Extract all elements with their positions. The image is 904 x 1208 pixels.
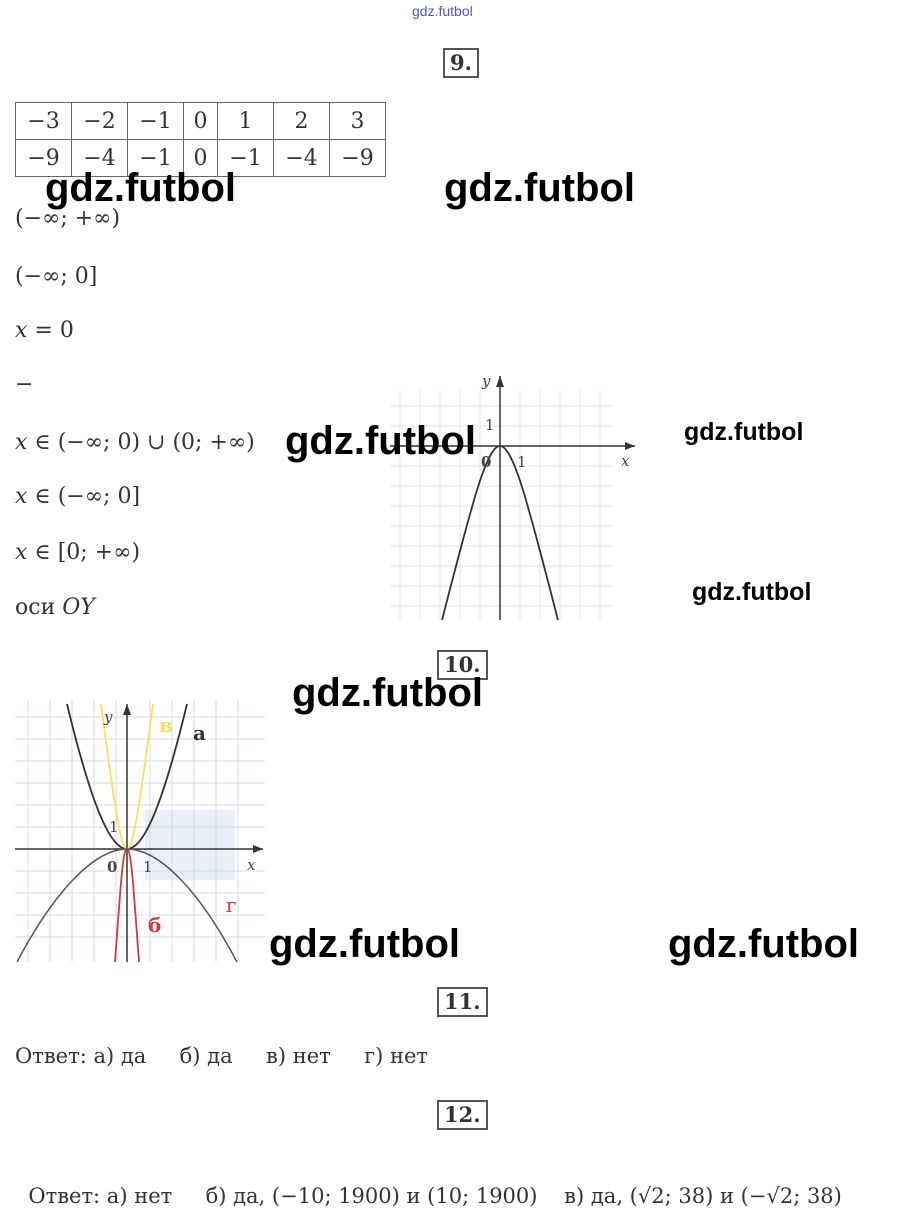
symmetry-word: оси (15, 595, 63, 620)
watermark: gdz.futbol (668, 922, 860, 966)
task-12-number: 12. (437, 1100, 488, 1130)
increasing-line (15, 484, 140, 509)
table-cell: 1 (218, 103, 274, 140)
decreasing-line (15, 540, 140, 565)
domain-line: (−∞; +∞) (15, 206, 121, 231)
table-cell: −2 (72, 103, 128, 140)
answer-start: Ответ: а) нет б) да, (−10; 1900) и (10; 1900) в) да, ( (28, 1184, 638, 1208)
variable-x: x (15, 430, 28, 455)
x-axis-label: x (247, 856, 256, 874)
negative-line (15, 430, 255, 455)
label-a: а (193, 721, 206, 745)
table-cell: −4 (72, 140, 128, 177)
table-cell: −1 (218, 140, 274, 177)
decreasing-set: ∈ [0; +∞) (27, 540, 141, 565)
table-row (16, 103, 386, 140)
table-cell: −1 (128, 140, 184, 177)
y-axis-arrow-icon (123, 704, 131, 715)
watermark: gdz.futbol (269, 922, 461, 966)
table-cell: −1 (128, 103, 184, 140)
y-axis-label: y (104, 708, 113, 726)
symmetry-line (15, 595, 95, 620)
x-axis-arrow-icon (253, 845, 263, 853)
y-tick-1: 1 (485, 416, 495, 434)
task-10-number: 10. (437, 650, 488, 680)
sqrt-icon: √ (637, 1184, 652, 1208)
zero-line (15, 318, 74, 343)
dash-line: − (15, 372, 34, 397)
table-cell: −3 (16, 103, 72, 140)
answer-mid: 2; 38) и (− (651, 1184, 767, 1208)
table-cell: 0 (184, 103, 218, 140)
watermark: gdz.futbol (292, 671, 484, 715)
origin-label: 0 (107, 858, 118, 876)
parabolas-graph-10 (15, 700, 267, 962)
task-12-answer (15, 1160, 842, 1208)
table-cell: −4 (274, 140, 330, 177)
zero-value: = 0 (27, 318, 74, 343)
increasing-set: ∈ (−∞; 0] (27, 484, 141, 509)
y-axis-arrow-icon (496, 376, 504, 387)
task-11-answer: Ответ: а) да б) да в) нет г) нет (15, 1044, 429, 1068)
table-cell: 3 (330, 103, 386, 140)
task-9-number: 9. (443, 48, 479, 78)
header-site-link[interactable]: gdz.futbol (412, 3, 473, 19)
task-11-number: 11. (437, 987, 488, 1017)
table-cell: −9 (330, 140, 386, 177)
watermark: gdz.futbol (692, 578, 812, 606)
y-axis-label: y (482, 372, 491, 390)
x-axis-arrow-icon (625, 442, 635, 450)
watermark: gdz.futbol (285, 419, 477, 463)
range-line: (−∞; 0] (15, 264, 98, 289)
symmetry-axis: OY (62, 595, 95, 620)
watermark: gdz.futbol (684, 418, 804, 446)
label-v: в (159, 713, 173, 737)
parabola-graph-9 (390, 370, 640, 622)
label-g: г (226, 893, 237, 917)
variable-x: x (15, 484, 28, 509)
table-cell: −9 (16, 140, 72, 177)
answer-end: 2; 38) (779, 1184, 842, 1208)
negative-set: ∈ (−∞; 0) ∪ (0; +∞) (27, 430, 255, 455)
variable-x: x (15, 540, 28, 565)
watermark: gdz.futbol (45, 166, 237, 210)
table-cell: 2 (274, 103, 330, 140)
x-tick-1: 1 (517, 453, 527, 471)
x-tick-1: 1 (143, 858, 153, 876)
label-b: б (148, 913, 162, 937)
variable-x: x (15, 318, 28, 343)
table-cell: 0 (184, 140, 218, 177)
y-tick-1: 1 (109, 818, 119, 836)
origin-label: 0 (481, 453, 492, 471)
sqrt-icon: √ (766, 1184, 780, 1208)
x-axis-label: x (621, 452, 630, 470)
watermark: gdz.futbol (444, 166, 636, 210)
